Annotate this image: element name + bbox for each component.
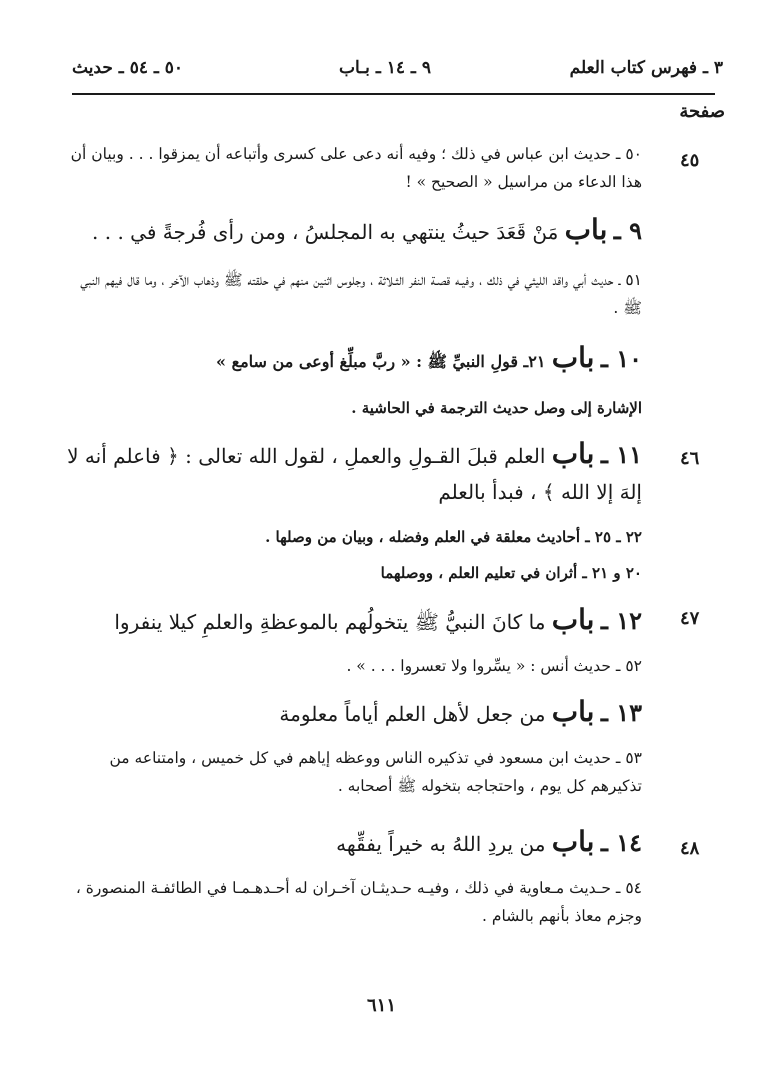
chapter-number: ١٠ ـ [600,344,642,373]
chapter-word: باب [551,341,595,374]
header-book-title: ٣ ـ فهرس كتاب العلم [569,58,723,78]
chapter-title: ٢١ـ قولِ النبيِّ ﷺ : « ربَّ مبلِّغ أوعى من سامع » [216,352,546,371]
page-number: ٤٦ [680,448,700,469]
chapter-11 [64,436,642,510]
chapter-title: مَنْ قَعَدَ حيثُ ينتهي به المجلسُ ، ومن رأى فُرجةً في . . . [92,220,559,244]
chapter-13 [64,694,642,732]
chapter-number: ١٣ ـ [600,698,642,727]
chapter-title: العلم قبلَ القـولِ والعملِ ، لقول الله تعالى : ﴿ فاعلم أنه لا إلهَ إلا الله ﴾ ، فبدأ بالعلم [67,444,642,504]
hadith-53: ٥٣ ـ حديث ابن مسعود في تذكيره الناس ووعظه إياهم في كل خميس ، وامتناعه من تذكيرهم كل يوم ، واحتجاجه بتخوله ﷺ أصحابه . [109,749,642,795]
page-number: ٤٥ [680,150,700,171]
chapter-number: ١٤ ـ [600,828,642,857]
chapter-word: باب [551,695,595,728]
footer-page-number: ٦١١ [366,995,396,1016]
chapter-14 [64,824,642,862]
page-column-heading: صفحة [679,101,725,122]
chapter-number: ١٢ ـ [600,606,642,635]
chapter-word: باب [551,603,595,636]
chapter-10 [64,340,642,380]
chapter-number: ٩ ـ [613,216,642,245]
chapter-word: باب [551,825,595,858]
hadith-50: ٥٠ ـ حديث ابن عباس في ذلك ؛ وفيه أنه دعى على كسرى وأتباعه أن يمزقوا . . . وبيان أن هذا الدعاء من مراسيل « الصحيح » ! [70,145,642,191]
chapter-number: ١١ ـ [600,440,642,469]
page-number: ٤٧ [680,608,700,629]
chapter-10-note: الإشارة إلى وصل حديث الترجمة في الحاشية . [351,399,642,417]
page-number: ٤٨ [680,838,700,859]
chapter-word: باب [564,213,608,246]
chapter-title: من جعل لأهل العلم أياماً معلومة [279,702,546,726]
hadith-51: ٥١ ـ حديث أبي واقد الليثي في ذلك ، وفيـه قصـة النفر الثـلاثة ، وجلوس اثنين منهم في حلقته ﷺ وذهاب الآخر ، وما قال فيهم النبي ﷺ . [80,271,642,317]
chapter-title: ما كانَ النبيُّ ﷺ يتخولُهم بالموعظةِ والعلمِ كيلا ينفروا [114,610,546,634]
header-hadith-range: ٥٠ ـ ٥٤ ـ حديث [72,58,184,78]
chapter-title: من يردِ اللهُ به خيراً يفقِّهه [336,832,546,856]
header-chapter-range: ٩ ـ ١٤ ـ بـاب [339,58,431,78]
header-rule [72,93,715,95]
athar-22-25: ٢٢ ـ ٢٥ ـ أحاديث معلقة في العلم وفضله ، وبيان من وصلها . [265,528,642,546]
chapter-9 [64,212,642,250]
chapter-12 [64,602,642,640]
hadith-54: ٥٤ ـ حـديث مـعاوية في ذلك ، وفيـه حـديثـان آخـران له أحـدهـمـا في الطائفـة المنصورة ، وجزم معاذ بأنهم بالشام . [75,879,642,925]
chapter-word: باب [551,437,595,470]
athar-20-21: ٢٠ و ٢١ ـ أثران في تعليم العلم ، ووصلهما [380,564,642,582]
hadith-52: ٥٢ ـ حديث أنس : « يسِّروا ولا تعسروا . . . » . [346,657,642,675]
